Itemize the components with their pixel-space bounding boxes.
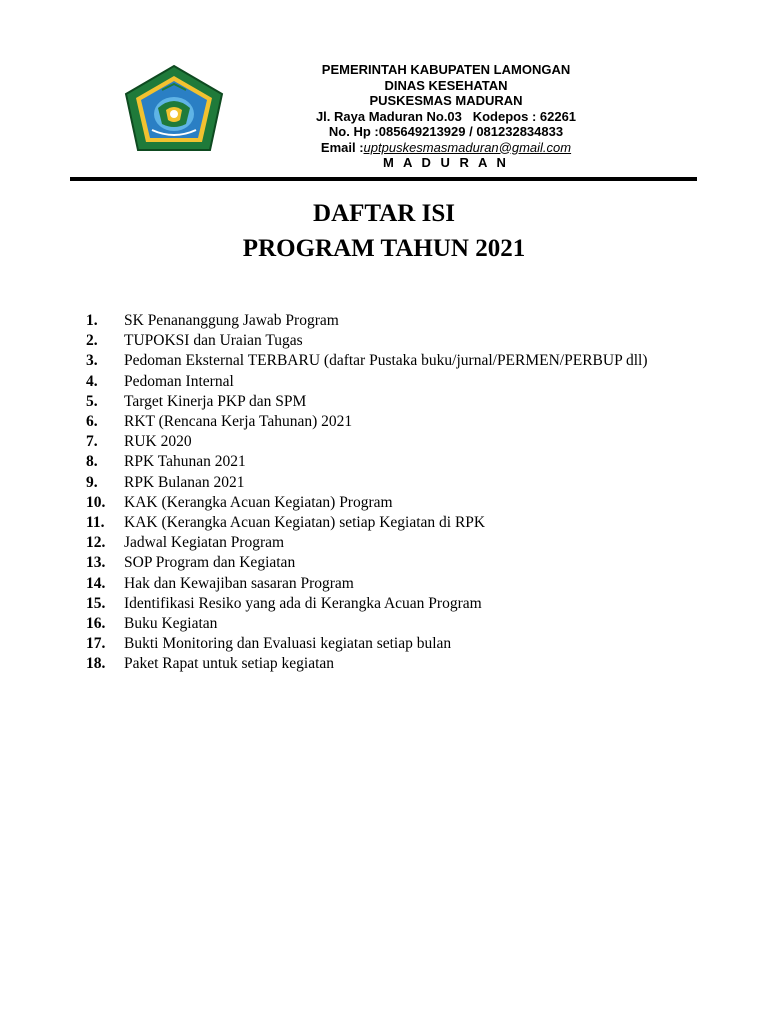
list-item-number: 6. <box>86 413 98 431</box>
list-item <box>86 351 706 371</box>
list-item-text: Jadwal Kegiatan Program <box>124 534 285 552</box>
list-item-text: Identifikasi Resiko yang ada di Kerangka Acuan Program <box>124 594 482 612</box>
list-item <box>86 553 706 573</box>
list-item-text: Pedoman Internal <box>124 372 234 390</box>
list-item-number: 1. <box>86 312 98 329</box>
email-row <box>260 140 632 156</box>
list-item <box>86 412 706 432</box>
list-item <box>86 654 706 674</box>
list-item-text: RUK 2020 <box>124 433 192 451</box>
list-item <box>86 452 706 472</box>
list-item-number: 12. <box>86 534 106 552</box>
list-item <box>86 493 706 513</box>
list-item <box>86 594 706 614</box>
list-item <box>86 331 706 351</box>
page-subtitle: PROGRAM TAHUN 2021 <box>242 235 526 262</box>
list-item <box>86 392 706 412</box>
list-item-number: 14. <box>86 574 106 592</box>
government-name: PEMERINTAH KABUPATEN LAMONGAN <box>321 62 571 77</box>
list-item-number: 7. <box>86 433 98 451</box>
list-item-text: SK Penananggung Jawab Program <box>124 312 339 329</box>
list-item-text: TUPOKSI dan Uraian Tugas <box>124 332 303 350</box>
header-divider <box>70 177 697 181</box>
town-name: M A D U R A N <box>383 155 509 170</box>
list-item-number: 18. <box>86 655 106 673</box>
list-item-text: RPK Tahunan 2021 <box>124 453 246 471</box>
lamongan-regency-emblem-icon <box>122 64 226 154</box>
list-item <box>86 473 706 493</box>
list-item-text: KAK (Kerangka Acuan Kegiatan) setiap Kegiatan di RPK <box>124 514 486 532</box>
list-item-number: 13. <box>86 554 106 572</box>
list-item-text: RKT (Rencana Kerja Tahunan) 2021 <box>124 413 353 431</box>
list-item-text: Hak dan Kewajiban sasaran Program <box>124 574 354 592</box>
list-item-number: 2. <box>86 332 98 350</box>
email-label: Email : <box>320 139 364 155</box>
puskesmas-name: PUSKESMAS MADURAN <box>369 93 523 108</box>
list-item <box>86 311 706 331</box>
phone: No. Hp :085649213929 / 081232834833 <box>328 124 564 139</box>
list-item-text: KAK (Kerangka Acuan Kegiatan) Program <box>124 493 393 511</box>
list-item-text: Buku Kegiatan <box>124 615 218 633</box>
list-item-number: 17. <box>86 635 106 653</box>
address: Jl. Raya Maduran No.03 Kodepos : 62261 <box>315 108 577 124</box>
page-title: DAFTAR ISI <box>313 200 455 227</box>
email-link[interactable]: uptpuskesmasmaduran@gmail.com <box>363 139 572 155</box>
list-item-number: 4. <box>86 372 98 390</box>
list-item <box>86 372 706 392</box>
department-name: DINAS KESEHATAN <box>384 77 508 93</box>
list-item <box>86 432 706 452</box>
list-item <box>86 614 706 634</box>
list-item-number: 8. <box>86 453 98 471</box>
list-item-number: 10. <box>86 493 106 511</box>
list-item-number: 16. <box>86 615 106 633</box>
list-item <box>86 533 706 553</box>
list-item <box>86 513 706 533</box>
list-item <box>86 634 706 654</box>
list-item-number: 9. <box>86 473 98 491</box>
list-item-text: Paket Rapat untuk setiap kegiatan <box>124 655 335 673</box>
list-item-text: RPK Bulanan 2021 <box>124 473 245 491</box>
list-item-number: 3. <box>86 352 98 370</box>
list-item-number: 5. <box>86 392 98 410</box>
table-of-contents <box>86 311 706 675</box>
list-item-text: Bukti Monitoring dan Evaluasi kegiatan setiap bulan <box>124 635 452 653</box>
list-item-text: Target Kinerja PKP dan SPM <box>124 392 307 410</box>
list-item-text: SOP Program dan Kegiatan <box>124 554 296 572</box>
list-item-number: 11. <box>86 514 105 532</box>
letterhead <box>260 62 632 171</box>
list-item <box>86 574 706 594</box>
list-item-number: 15. <box>86 594 106 612</box>
list-item-text: Pedoman Eksternal TERBARU (daftar Pustaka buku/jurnal/PERMEN/PERBUP dll) <box>124 352 648 370</box>
